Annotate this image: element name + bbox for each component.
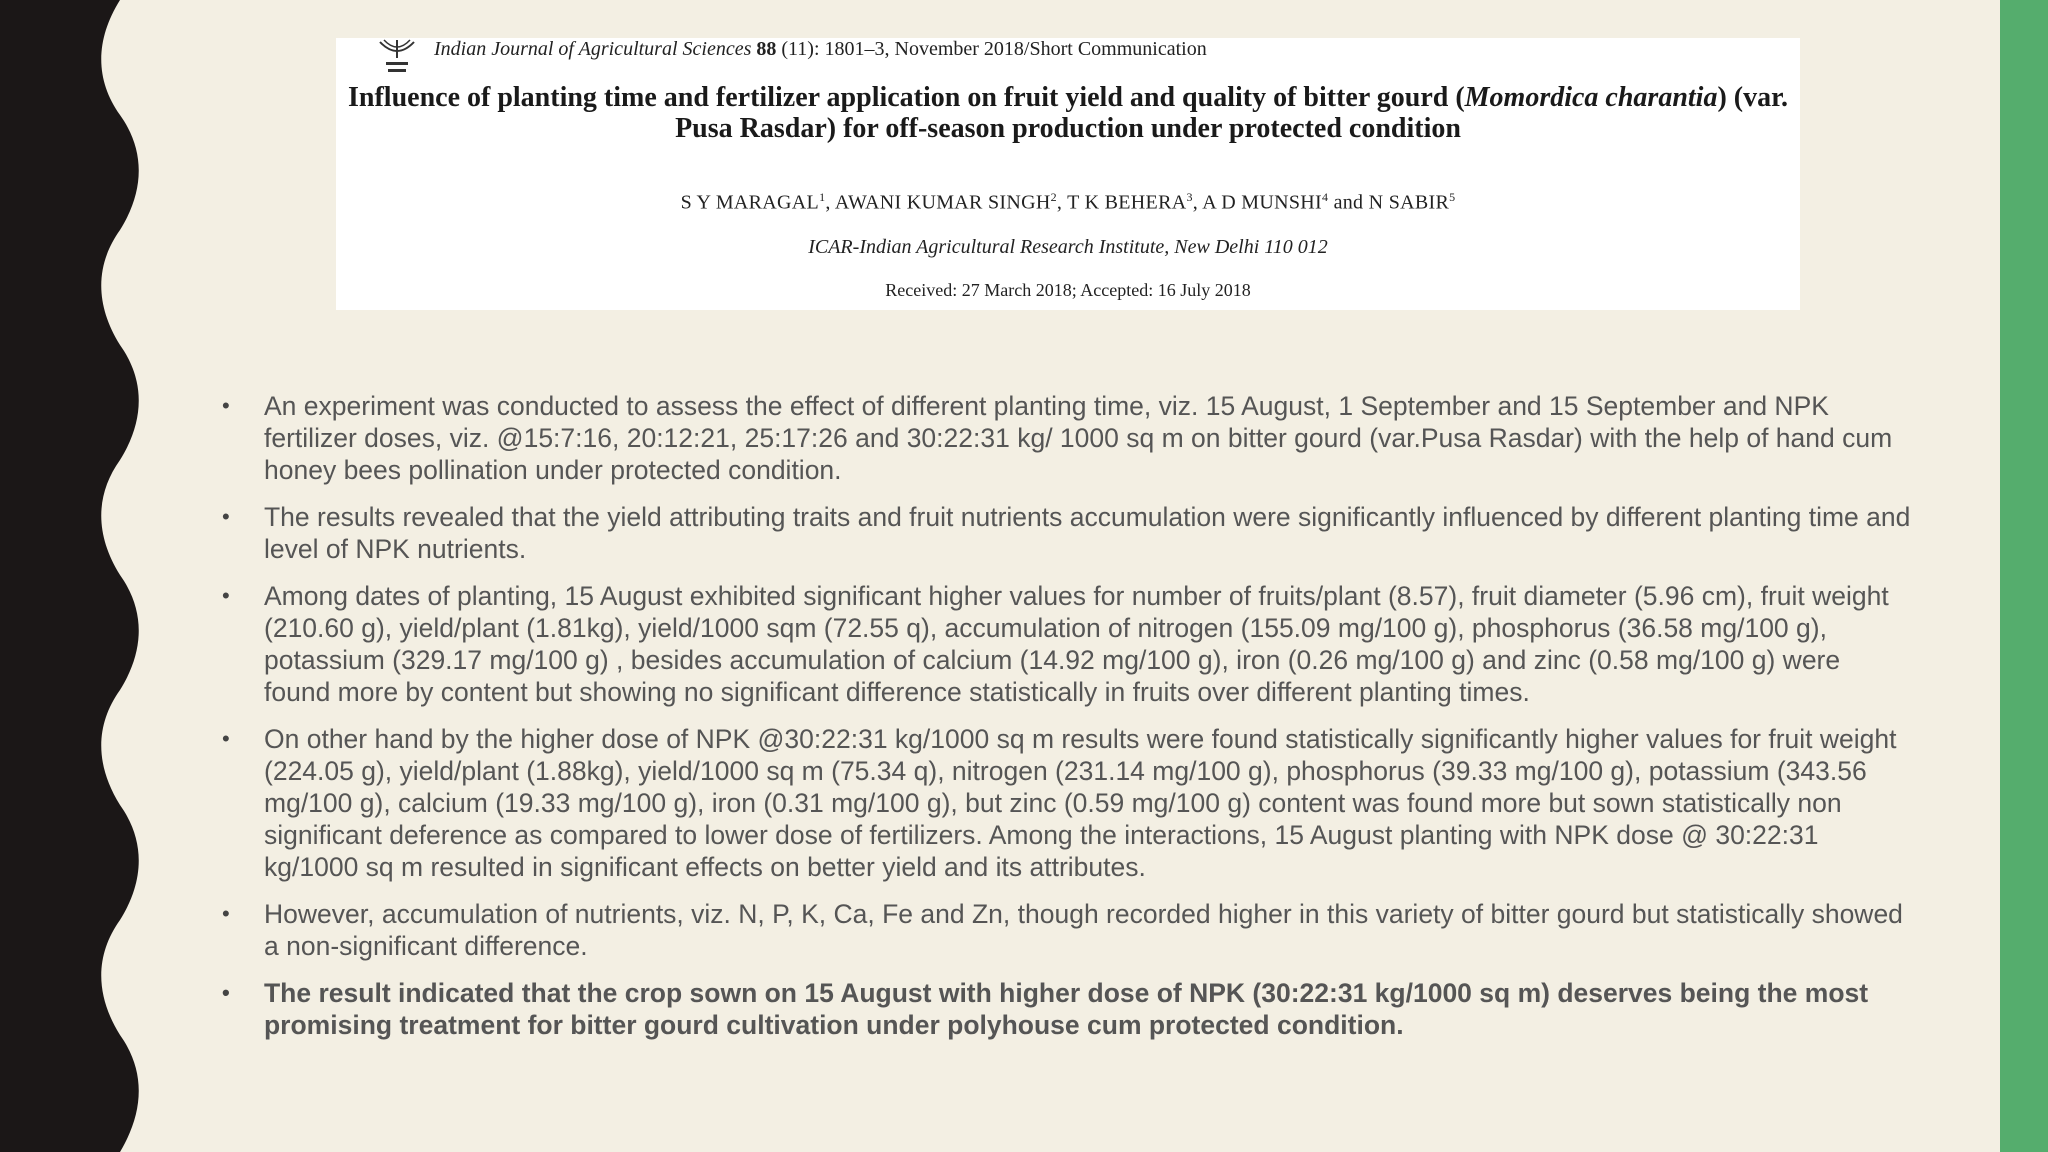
bullet-item [222,977,1912,1041]
author-separator: , [1192,191,1203,214]
author-name: N SABIR [1368,191,1450,214]
bullet-item [222,898,1912,962]
bullet-text: Among dates of planting, 15 August exhibited significant higher values for number of fruits/plant (8.57), fruit diameter (5.96 cm), fruit weight (210.60 g), yield/plant (1.81kg), yield/1000 sqm (72.55 q), accumulation of nitrogen (155.09 mg/100 g), phosphorus (36.58 mg/100 g), potassium (329.17 mg/100 g) , besides accumulation of calcium (14.92 mg/100 g), iron (0.26 mg/100 g) and zinc (0.58 mg/100 g) were found more by content but showing no significant difference statistically in fruits over different planting times. [264,581,1889,707]
paper-header-image [336,38,1800,310]
author-affiliation-marker: 4 [1321,190,1329,204]
paper-title: Influence of planting time and fertilizer application on fruit yield and quality of bitter gourd (Momordica charantia) (var. Pusa Rasdar) for off-season production under protected condition [348,82,1788,144]
decorative-wavy-border [0,0,160,1152]
icar-emblem-icon [372,38,422,78]
author-separator: , [1056,191,1068,214]
summary-bullet-list [222,390,1912,1056]
paper-affiliation: ICAR-Indian Agricultural Research Institute, New Delhi 110 012 [808,236,1328,258]
bullet-item [222,723,1912,883]
bullet-text: An experiment was conducted to assess the effect of different planting time, viz. 15 August, 1 September and 15 September and NPK fertilizer doses, viz. @15:7:16, 20:12:21, 25:17:26 and 30:22:31 kg/ 1000 sq m on bitter gourd (var.Pusa Rasdar) with the help of hand cum honey bees pollination under protected condition. [264,391,1893,485]
bullet-dot-icon: • [222,504,230,529]
author-name: AWANI KUMAR SINGH [834,191,1051,214]
bullet-dot-icon: • [222,583,230,608]
author-name: A D MUNSHI [1202,191,1322,214]
bullet-item [222,501,1912,565]
bullet-text: The results revealed that the yield attributing traits and fruit nutrients accumulation were significantly influenced by different planting time and level of NPK nutrients. [264,502,1911,564]
author-affiliation-marker: 5 [1449,190,1456,204]
bullet-text: The result indicated that the crop sown on 15 August with higher dose of NPK (30:22:31 kg/1000 sq m) deserves being the most promising treatment for bitter gourd cultivation under polyhouse cum protected condition. [264,978,1869,1040]
accent-sidebar [2000,0,2048,1152]
author-affiliation-marker: 2 [1050,190,1057,204]
author-separator: and [1328,191,1369,214]
author-name: T K BEHERA [1067,191,1187,214]
bullet-text: On other hand by the higher dose of NPK @30:22:31 kg/1000 sq m results were found statistically significantly higher values for fruit weight (224.05 g), yield/plant (1.88kg), yield/1000 sq m (75.34 q), nitrogen (231.14 mg/100 g), phosphorus (39.33 mg/100 g), potassium (343.56 mg/100 g), calcium (19.33 mg/100 g), iron (0.31 mg/100 g), but zinc (0.59 mg/100 g) content was found more but sown statistically non significant deference as compared to lower dose of fertilizers. Among the interactions, 15 August planting with NPK dose @ 30:22:31 kg/1000 sq m resulted in significant effects on better yield and its attributes. [264,724,1897,882]
paper-dates: Received: 27 March 2018; Accepted: 16 July 2018 [885,280,1251,300]
paper-authors [336,190,1800,215]
author-affiliation-marker: 3 [1186,190,1193,204]
author-separator: , [825,191,835,214]
bullet-dot-icon: • [222,901,230,926]
bullet-item [222,390,1912,486]
bullet-item [222,580,1912,708]
bullet-dot-icon: • [222,726,230,751]
bullet-dot-icon: • [222,393,230,418]
author-affiliation-marker: 1 [819,190,826,204]
bullet-text: However, accumulation of nutrients, viz. N, P, K, Ca, Fe and Zn, though recorded higher in this variety of bitter gourd but statistically showed a non-significant difference. [264,899,1903,961]
bullet-dot-icon: • [222,980,230,1005]
author-name: S Y MARAGAL [680,191,820,214]
journal-citation: Indian Journal of Agricultural Sciences 88 (11): 1801–3, November 2018/Short Communication [434,38,1207,60]
